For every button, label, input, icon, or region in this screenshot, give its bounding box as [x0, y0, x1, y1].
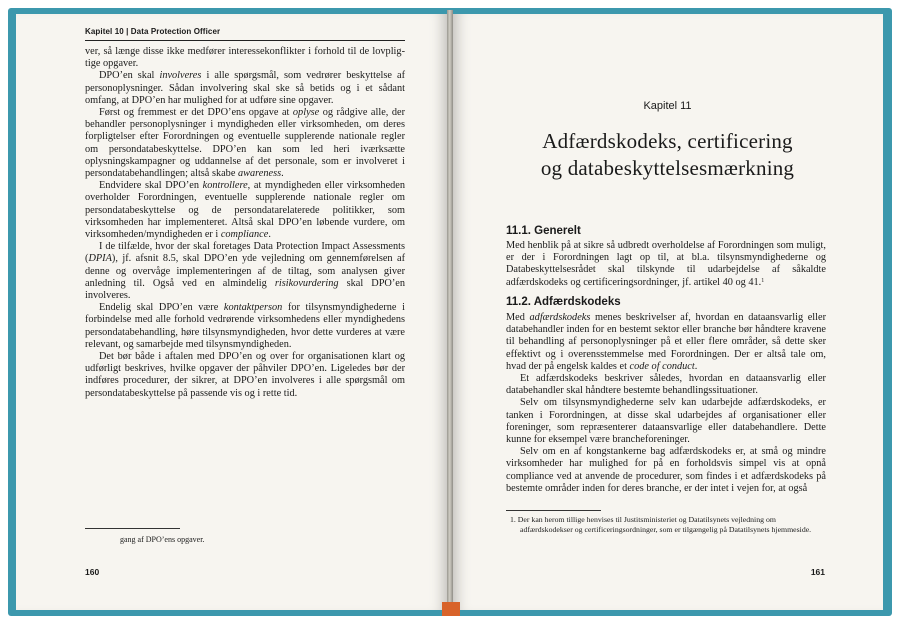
footnote-rule — [85, 528, 180, 529]
chapter-title — [452, 128, 883, 182]
left-body-text — [85, 46, 405, 400]
section-body-adfaerdskodeks — [506, 312, 826, 495]
footnote-1: 1. Der kan herom tillige henvises til Justitsministeriet og Datatilsynets vejledning om adfærdskodekser og certificeringsordninger, som er tilgængelig på Datatilsynets hjemmeside. — [510, 515, 812, 534]
section-body-generelt — [506, 240, 826, 289]
paragraph: I de tilfælde, hvor der skal foretages Data Protection Impact Assessments (DPIA), jf. afsnit 8.5, skal DPO’en yde vejledning om gennemførelsen af denne og overvåge implementeringen af de tiltag, som analysen giver anledning til. Også ved en almindelig risikovurdering skal DPO’en involveres. — [85, 241, 406, 302]
page-number-right: 161 — [810, 567, 825, 577]
paragraph: Selv om en af kongstankerne bag adfærdskodeks er, at små og mindre virksomheder har mulighed for på en forholdsvis simpel vis at opnå compliance ved at anvende de procedurer, som findes i et adfærdskodeks på bestemte områder inden for deres branche, er der intet i vejen for, at også — [506, 446, 826, 494]
chapter-title-line-2: og databeskyttelsesmærkning — [540, 156, 795, 180]
paragraph: Først og fremmest er det DPO’ens opgave at oplyse og rådgive alle, der behandler personoplysninger i myndigheden eller virksomheden, om deres forpligtelser efter Forordningen og eventuelle supplerende nationale regler om persondatabeskyttelse. DPO’en kan som led heri iværksætte oplysningskampagner og uddannelse af det personale, som er involveret i persondatabehandlingen; altså skabe awareness. — [85, 107, 405, 180]
paragraph: ver, så længe disse ikke medfører interessekonflikter i forhold til de lovplig-tige opgaver. — [85, 46, 405, 70]
footnote-continuation: gang af DPO’ens opgaver. — [120, 535, 205, 544]
paragraph: Med henblik på at sikre så udbredt overholdelse af Forordningen som muligt, er der i Forordningen lagt op til, at bl.a. tilsynsmyndighederne og Databeskyttelsesrådet skal tilskynde til udarbejdelse af såkaldte adfærdskodeks og certificeringsordninger, jf. artikel 40 og 41.$^1$ — [506, 240, 826, 288]
section-heading-adfaerdskodeks: 11.2. Adfærdskodeks — [506, 296, 621, 308]
paragraph: Med adfærdskodeks menes beskrivelser af, hvordan en dataansvarlig eller databehandler inden for en bestemt sektor eller branche bør håndtere kravene til behandling af personoplysninger på et eller flere områder, så dette sker effektivt og i overensstemmelse med Forordningen. Der er altså tale om, hvad der på engelsk kaldes et code of conduct. — [506, 312, 827, 372]
chapter-label: Kapitel 11 — [643, 100, 692, 112]
paragraph: Et adfærdskodeks beskriver således, hvordan en dataansvarlig eller databehandler skal håndtere bestemte behandlingssituationer. — [506, 373, 826, 397]
paragraph: DPO’en skal involveres i alle spørgsmål, som vedrører beskyttelse af personoplysninger. Sådan involvering skal ske så betids og i et sådant omfang, at DPO’en har mulighed for at udføre sine opgaver. — [85, 70, 406, 106]
footnote-rule-right — [506, 510, 601, 511]
paragraph: Endelig skal DPO’en være kontaktperson for tilsynsmyndighederne i forbindelse med alle forhold vedrørende virksomhedens eller myndighedens persondatabehandling, høre tilsynsmyndigheden, hvor dette vurderes at være relevant, og samarbejde med tilsynsmyndigheden. — [85, 302, 405, 350]
paragraph: Endvidere skal DPO’en kontrollere, at myndigheden eller virksomheden overholder Forordningen, eventuelle supplerende nationale regler om persondatabeskyttelse og de persondatarelaterede politikker, som virksomheden har implementeret. Altså skal DPO’en løbende vurdere, om virksomheden/myndigheden er i compliance. — [85, 180, 406, 241]
chapter-title-line-1: Adfærdskodeks, certificering — [542, 129, 793, 153]
page-number-left: 160 — [85, 567, 100, 577]
running-head: Kapitel 10 | Data Protection Officer — [85, 27, 221, 36]
paragraph: Det bør både i aftalen med DPO’en og over for organisationen klart og udførligt beskrives, hvilke opgaver der påhviler DPO’en. Ligeledes bør der indføres procedurer, der sikrer, at DPO’en involveres i alle spørgsmål om persondatabeskyttelse på passende vis og i rette tid. — [85, 351, 405, 399]
running-head-rule — [85, 40, 405, 41]
paragraph: Selv om tilsynsmyndighederne selv kan udarbejde adfærdskodeks, er tanken i Forordningen, at disse skal udarbejdes af organisationer eller foreninger, som repræsenterer dataansvarlige eller databehandlere. Dette kunne for eksempel være brancheforeninger. — [506, 397, 826, 446]
bookmark-ribbon — [442, 602, 460, 616]
section-heading-generelt: 11.1. Generelt — [506, 225, 581, 237]
